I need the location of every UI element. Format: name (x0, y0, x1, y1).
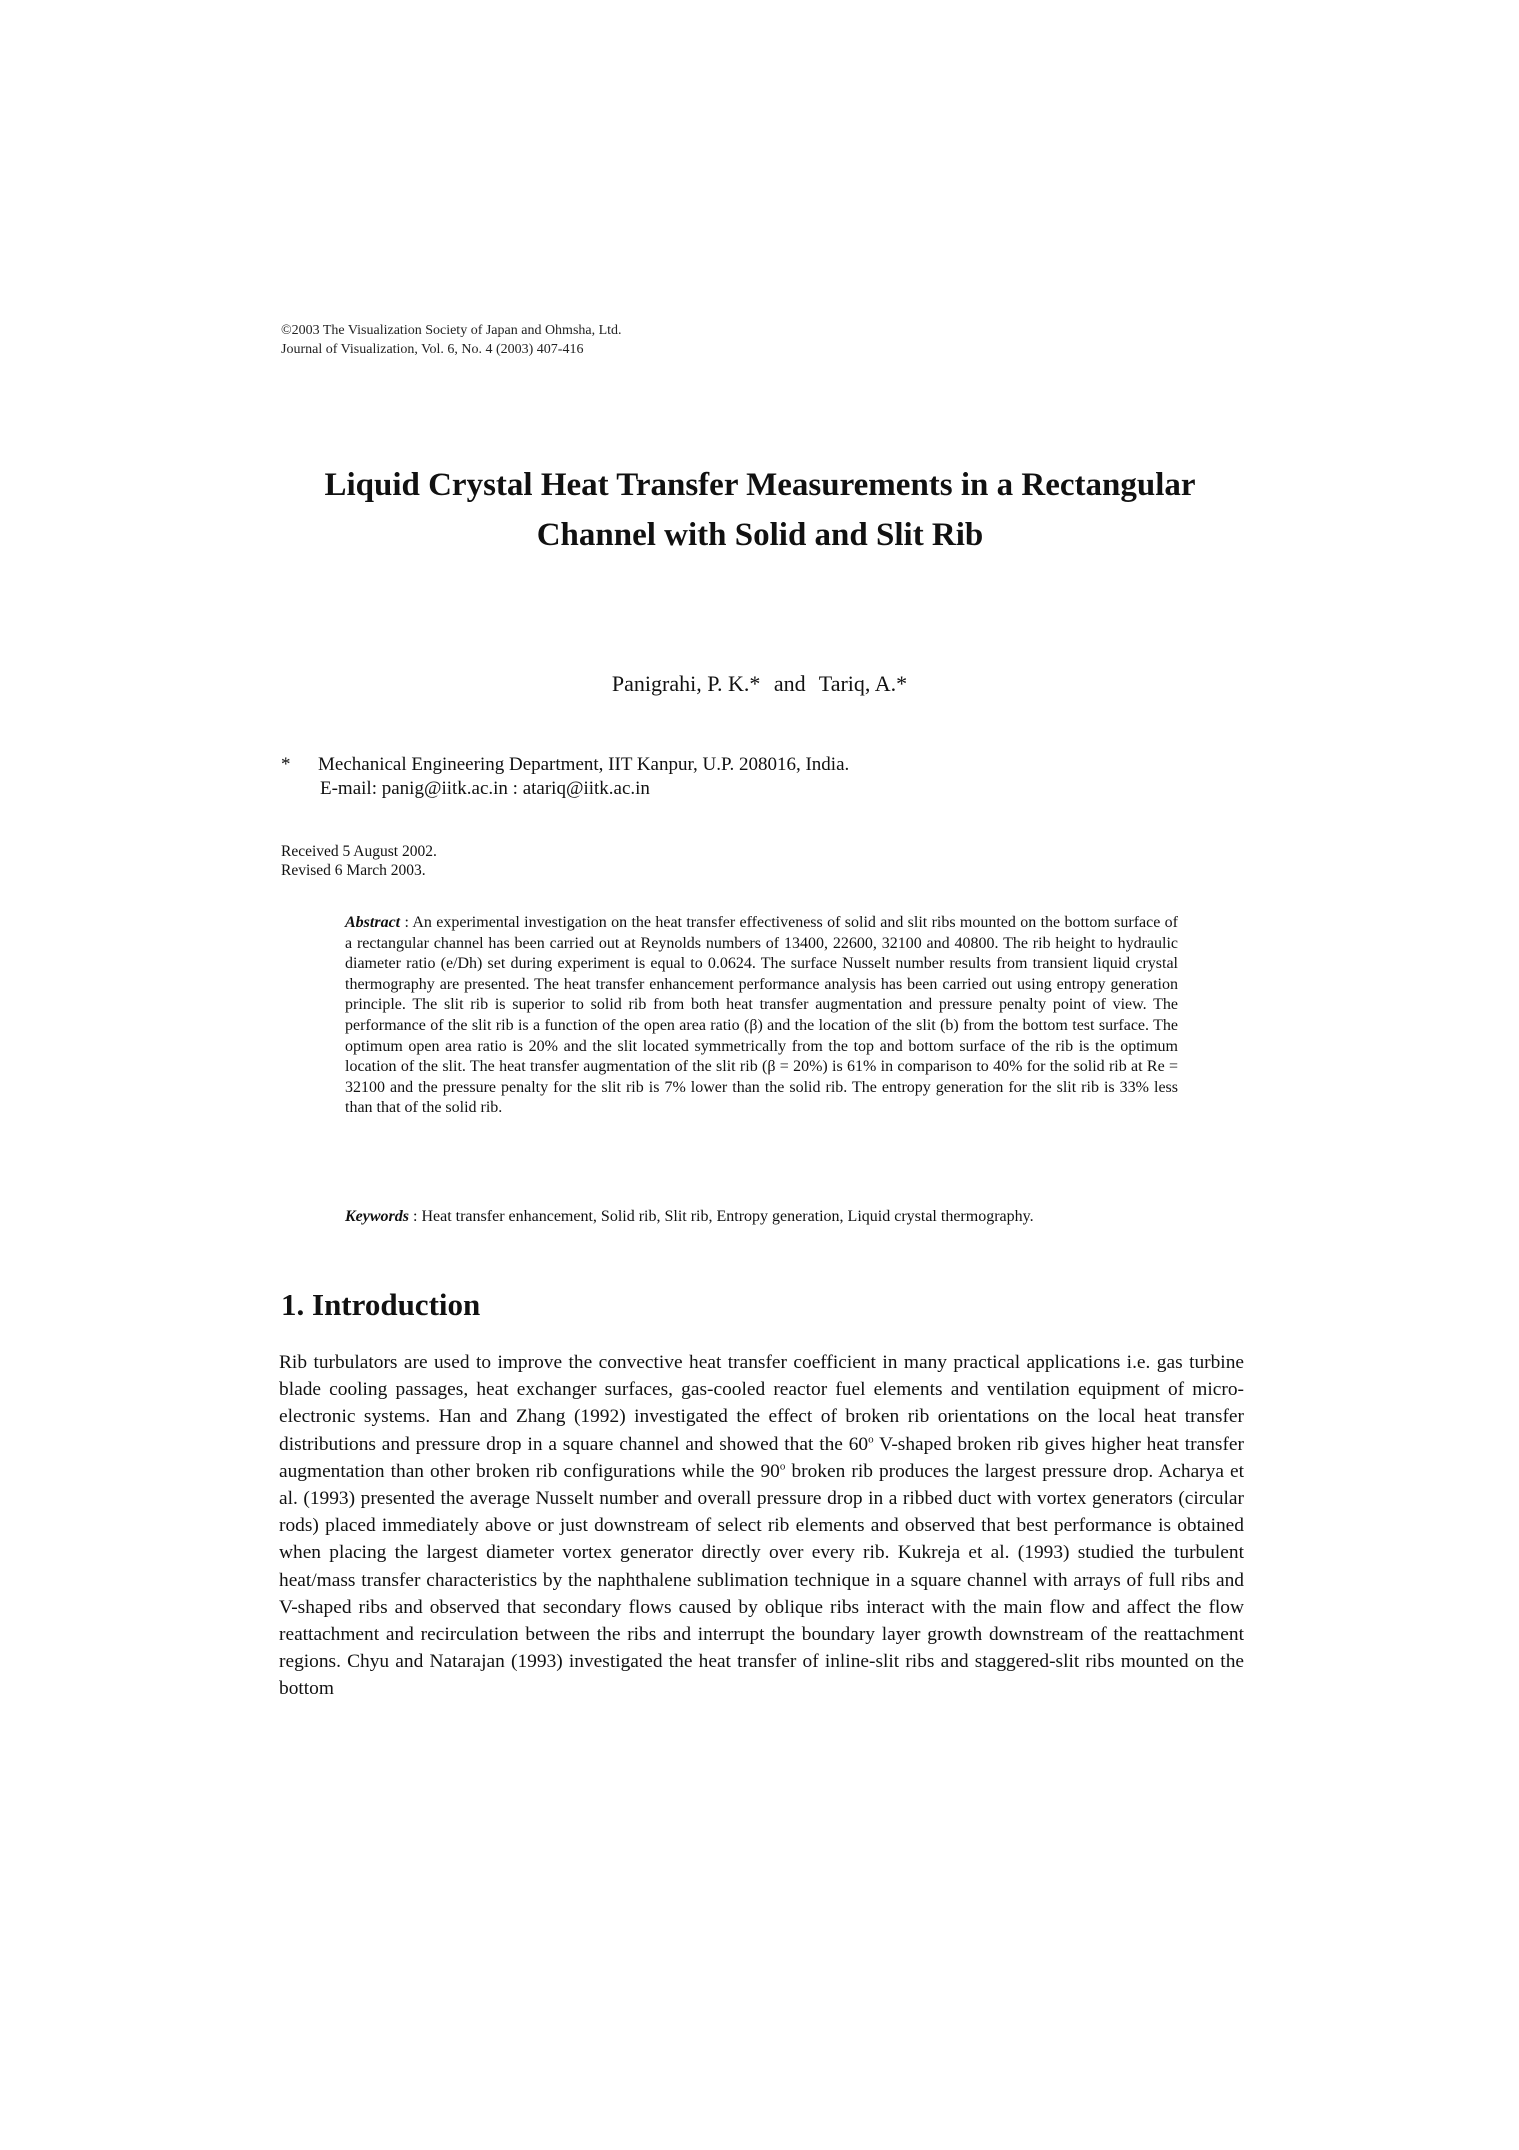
keywords-separator: : (409, 1208, 422, 1225)
author-name: Tariq, A.* (818, 671, 908, 696)
degree-superscript: o (868, 1433, 874, 1446)
keywords (345, 1207, 1178, 1228)
abstract-separator: : (400, 914, 413, 931)
introduction-paragraph (279, 1349, 1244, 1703)
keywords-text: Heat transfer enhancement, Solid rib, Slit rib, Entropy generation, Liquid crystal thermography. (421, 1208, 1034, 1225)
received-date: Received 5 August 2002. (281, 843, 437, 860)
author-conjunction: and (773, 671, 806, 696)
affiliation-department: Mechanical Engineering Department, IIT Kanpur, U.P. 208016, India. (318, 754, 850, 775)
journal-header (281, 321, 622, 359)
abstract-label: Abstract (345, 914, 401, 931)
abstract (345, 913, 1178, 1119)
intro-text: V-shaped broken rib gives higher heat transfer augmentation than other broken rib configurations while the 90 (279, 1433, 1244, 1482)
affiliation-email: E-mail: panig@iitk.ac.in : atariq@iitk.ac.in (320, 778, 650, 799)
author-name: Panigrahi, P. K.* (611, 671, 761, 696)
author-list (0, 670, 1519, 698)
title-line-1: Liquid Crystal Heat Transfer Measurements in a Rectangular (324, 467, 1196, 503)
copyright-line: ©2003 The Visualization Society of Japan and Ohmsha, Ltd. (281, 323, 622, 338)
title-line-2: Channel with Solid and Slit Rib (536, 517, 984, 553)
affiliation-marker: * (281, 754, 291, 775)
keywords-label: Keywords (345, 1208, 409, 1225)
submission-dates (281, 842, 437, 880)
paper-title (150, 460, 1370, 560)
intro-text: Rib turbulators are used to improve the convective heat transfer coefficient in many practical applications i.e. gas turbine blade cooling passages, heat exchanger surfaces, gas-cooled reactor fuel elements and ventilation equipment of micro-electronic systems. Han and Zhang (1992) investigated the effect of broken rib orientations on the local heat transfer distributions and pressure drop in a square channel and showed that the 60 (279, 1352, 1244, 1455)
section-heading: 1. Introduction (281, 1287, 481, 1322)
revised-date: Revised 6 March 2003. (281, 862, 426, 879)
abstract-text: An experimental investigation on the heat transfer effectiveness of solid and slit ribs mounted on the bottom surface of a rectangular channel has been carried out at Reynolds numbers of 13400, 22600, 32100 and 40800. The rib height to hydraulic diameter ratio (e/Dh) set during experiment is equal to 0.0624. The surface Nusselt number results from transient liquid crystal thermography are presented. The heat transfer enhancement performance analysis has been carried out using entropy generation principle. The slit rib is superior to solid rib from both heat transfer augmentation and pressure penalty point of view. The performance of the slit rib is a function of the open area ratio (β) and the location of the slit (b) from the bottom test surface. The optimum open area ratio is 20% and the slit located symmetrically from the top and bottom surface of the rib is the optimum location of the slit. The heat transfer augmentation of the slit rib (β = 20%) is 61% in comparison to 40% for the solid rib at Re = 32100 and the pressure penalty for the slit rib is 7% lower than the solid rib. The entropy generation for the slit rib is 33% less than that of the solid rib. (345, 914, 1179, 1117)
journal-citation: Journal of Visualization, Vol. 6, No. 4 (2003) 407-416 (281, 342, 584, 357)
degree-superscript: o (779, 1460, 786, 1473)
intro-text: broken rib produces the largest pressure drop. Acharya et al. (1993) presented the average Nusselt number and overall pressure drop in a ribbed duct with vortex generators (circular rods) placed immediately above or just downstream of select rib elements and observed that best performance is obtained when placing the largest diameter vortex generator directly over every rib. Kukreja et al. (1993) studied the turbulent heat/mass transfer characteristics by the naphthalene sublimation technique in a square channel with arrays of full ribs and V-shaped ribs and observed that secondary flows caused by oblique ribs interact with the main flow and affect the flow reattachment and recirculation between the ribs and interrupt the boundary layer growth downstream of the reattachment regions. Chyu and Natarajan (1993) investigated the heat transfer of inline-slit ribs and staggered-slit ribs mounted on the bottom (279, 1460, 1244, 1700)
